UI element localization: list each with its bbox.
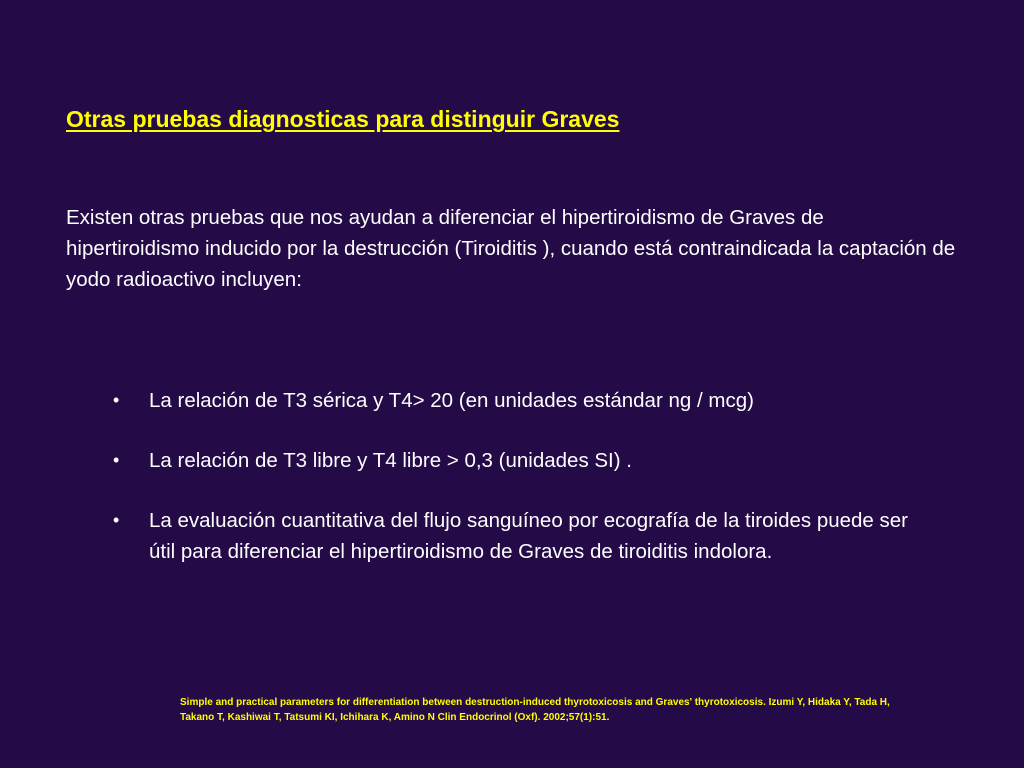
bullet-text: La evaluación cuantitativa del flujo sanguíneo por ecografía de la tiroides puede ser útil para diferenciar el hipertiroidismo de Graves de tiroiditis indolora. (149, 509, 909, 563)
bullet-item (113, 505, 913, 567)
slide-title: Otras pruebas diagnosticas para distinguir Graves (66, 106, 620, 132)
bullet-item (113, 385, 913, 416)
bullet-text: La relación de T3 libre y T4 libre > 0,3 (unidades SI) . (149, 449, 632, 472)
bullet-icon: • (113, 390, 120, 410)
intro-paragraph: Existen otras pruebas que nos ayudan a diferenciar el hipertiroidismo de Graves de hipertiroidismo inducido por la destrucción (Tiroiditis ), cuando está contraindicada la captación de yodo radioactivo incluyen: (66, 206, 956, 291)
bullet-icon: • (113, 450, 120, 470)
citation-reference: Simple and practical parameters for differentiation between destruction-induced thyrotoxicosis and Graves' thyrotoxicosis. Izumi Y, Hidaka Y, Tada H, Takano T, Kashiwai T, Tatsumi KI, Ichihara K, Amino N Clin Endocrinol (Oxf). 2002;57(1):51. (180, 697, 890, 723)
bullet-item (113, 445, 913, 476)
bullet-list (113, 385, 913, 596)
bullet-text: La relación de T3 sérica y T4> 20 (en unidades estándar ng / mcg) (149, 389, 754, 412)
bullet-icon: • (113, 510, 120, 530)
